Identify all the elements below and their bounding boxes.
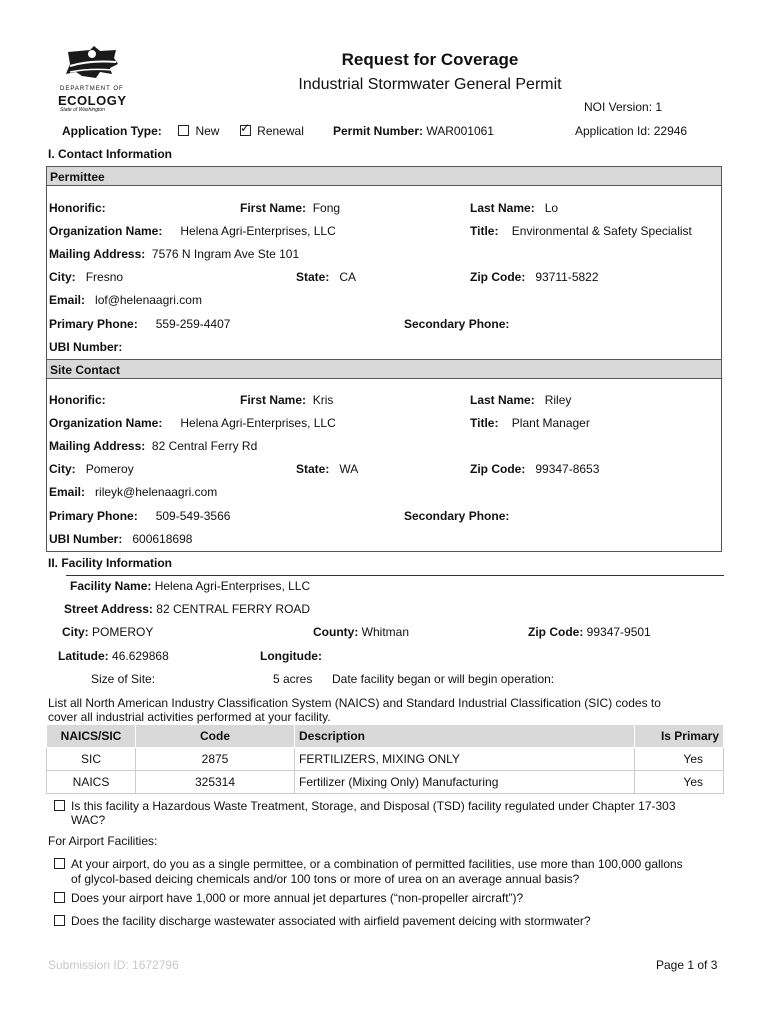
facility-name-value: Helena Agri-Enterprises, LLC xyxy=(154,579,311,593)
first-name-label: First Name: xyxy=(240,393,307,407)
title-value: Environmental & Safety Specialist xyxy=(511,224,692,238)
ubi-label: UBI Number: xyxy=(49,532,123,546)
city-value: Pomeroy xyxy=(85,462,134,476)
cell-code: 2875 xyxy=(136,748,295,771)
cell-primary: Yes xyxy=(635,771,724,794)
site-state xyxy=(296,462,358,476)
email-value: lof@helenaagri.com xyxy=(95,293,202,307)
last-name-value: Lo xyxy=(544,201,559,215)
tsd-question-line2: WAC? xyxy=(71,813,106,827)
col-code: Code xyxy=(136,725,295,748)
mailing-label: Mailing Address: xyxy=(49,439,146,453)
longitude-label: Longitude: xyxy=(260,649,322,663)
page-number: Page 1 of 3 xyxy=(656,958,718,972)
last-name-label: Last Name: xyxy=(470,393,535,407)
facility-longitude xyxy=(260,649,322,663)
airport-question-3 xyxy=(54,914,591,928)
permittee-mailing xyxy=(49,247,299,261)
table-row xyxy=(47,748,724,771)
zip-label: Zip Code: xyxy=(528,625,584,639)
phone-value: 509-549-3566 xyxy=(155,509,231,523)
site-honorific xyxy=(49,393,106,407)
permittee-zip xyxy=(470,270,599,284)
table-row xyxy=(47,771,724,794)
last-name-value: Riley xyxy=(544,393,572,407)
facility-size-label: Size of Site: xyxy=(91,672,156,686)
mailing-value: 82 Central Ferry Rd xyxy=(151,439,258,453)
airport-question-2 xyxy=(54,891,523,905)
phone-label: Primary Phone: xyxy=(49,317,138,331)
email-label: Email: xyxy=(49,485,86,499)
org-label: Organization Name: xyxy=(49,224,163,238)
permit-number xyxy=(333,124,494,138)
mailing-label: Mailing Address: xyxy=(49,247,146,261)
tsd-checkbox[interactable] xyxy=(54,800,65,811)
zip-label: Zip Code: xyxy=(470,270,526,284)
facility-size-value: 5 acres xyxy=(273,672,313,686)
permittee-bar-label: Permittee xyxy=(50,170,105,184)
permit-number-value: WAR001061 xyxy=(426,124,494,138)
honorific-label: Honorific: xyxy=(49,201,106,215)
secondary-phone-label: Secondary Phone: xyxy=(404,317,510,331)
permit-number-label: Permit Number: xyxy=(333,124,424,138)
permittee-bar xyxy=(46,166,722,186)
facility-city xyxy=(62,625,153,639)
permittee-city xyxy=(49,270,123,284)
state-value: CA xyxy=(339,270,357,284)
permittee-org xyxy=(49,224,336,238)
email-value: rileyk@helenaagri.com xyxy=(95,485,218,499)
cell-description: FERTILIZERS, MIXING ONLY xyxy=(295,748,635,771)
col-is-primary: Is Primary xyxy=(635,725,724,748)
site-contact-bar-label: Site Contact xyxy=(50,363,121,377)
naics-header-row xyxy=(47,725,724,748)
site-org xyxy=(49,416,336,430)
permittee-title xyxy=(470,224,692,238)
cell-code: 325314 xyxy=(136,771,295,794)
zip-value: 99347-9501 xyxy=(586,625,651,639)
permittee-secondary-phone xyxy=(404,317,509,331)
naics-table xyxy=(46,724,724,794)
first-name-value: Fong xyxy=(312,201,341,215)
phone-label: Primary Phone: xyxy=(49,509,138,523)
cell-type: NAICS xyxy=(47,771,136,794)
mailing-value: 7576 N Ingram Ave Ste 101 xyxy=(151,247,300,261)
phone-value: 559-259-4407 xyxy=(155,317,231,331)
title-label: Title: xyxy=(470,224,499,238)
city-label: City: xyxy=(62,625,89,639)
permittee-phone xyxy=(49,317,230,331)
site-last-name xyxy=(470,393,571,407)
site-ubi xyxy=(49,532,192,546)
zip-value: 99347-8653 xyxy=(535,462,600,476)
site-phone xyxy=(49,509,230,523)
county-value: Whitman xyxy=(361,625,410,639)
facility-divider xyxy=(66,575,724,576)
facility-name xyxy=(70,579,310,593)
permittee-first-name xyxy=(240,201,340,215)
permittee-email xyxy=(49,293,202,307)
cell-description: Fertilizer (Mixing Only) Manufacturing xyxy=(295,771,635,794)
title-value: Plant Manager xyxy=(511,416,590,430)
email-label: Email: xyxy=(49,293,86,307)
latitude-value: 46.629868 xyxy=(112,649,169,663)
site-secondary-phone xyxy=(404,509,509,523)
permittee-state xyxy=(296,270,356,284)
permittee-ubi xyxy=(49,340,129,354)
contact-info-heading: I. Contact Information xyxy=(48,147,172,161)
new-label: New xyxy=(195,124,220,138)
site-email xyxy=(49,485,217,499)
new-checkbox[interactable] xyxy=(178,125,189,136)
ubi-value: 600618698 xyxy=(132,532,193,546)
tsd-question-text: Is this facility a Hazardous Waste Treatment, Storage, and Disposal (TSD) facility regulated under Chapter 17-303 xyxy=(71,799,676,813)
cell-primary: Yes xyxy=(635,748,724,771)
cell-type: SIC xyxy=(47,748,136,771)
airport-q1-text: At your airport, do you as a single permittee, or a combination of permitted facilities, use more than 100,000 gallons xyxy=(71,857,683,871)
page-subtitle: Industrial Stormwater General Permit xyxy=(298,76,562,93)
naics-intro-line2: cover all industrial activities performed at your facility. xyxy=(48,710,331,724)
airport-label: For Airport Facilities: xyxy=(48,834,158,848)
site-first-name xyxy=(240,393,333,407)
latitude-label: Latitude: xyxy=(58,649,109,663)
site-title xyxy=(470,416,590,430)
facility-latitude xyxy=(58,649,169,663)
org-label: Organization Name: xyxy=(49,416,163,430)
facility-name-label: Facility Name: xyxy=(70,579,152,593)
site-contact-section xyxy=(46,359,722,552)
zip-label: Zip Code: xyxy=(470,462,526,476)
city-value: POMEROY xyxy=(92,625,154,639)
airport-q3-text: Does the facility discharge wastewater associated with airfield pavement deicing with stormwater? xyxy=(71,914,591,928)
naics-intro-line1: List all North American Industry Classification System (NAICS) and Standard Industrial Classification (SIC) codes to xyxy=(48,696,661,710)
col-naics-sic: NAICS/SIC xyxy=(47,725,136,748)
site-zip xyxy=(470,462,599,476)
title-label: Title: xyxy=(470,416,499,430)
facility-zip xyxy=(528,625,651,639)
airport-q1-checkbox[interactable] xyxy=(54,858,65,869)
noi-version: NOI Version: 1 xyxy=(584,100,663,114)
tsd-question xyxy=(54,799,676,813)
state-label: State: xyxy=(296,462,330,476)
facility-info-heading: II. Facility Information xyxy=(48,556,173,570)
application-id: Application Id: 22946 xyxy=(575,124,688,138)
logo-text-state: State of Washington xyxy=(60,107,105,113)
city-value: Fresno xyxy=(85,270,124,284)
county-label: County: xyxy=(313,625,359,639)
airport-q2-checkbox[interactable] xyxy=(54,892,65,903)
airport-q2-text: Does your airport have 1,000 or more annual jet departures (“non-propeller aircraft”)? xyxy=(71,891,524,905)
facility-county xyxy=(313,625,409,639)
logo-text-dept: DEPARTMENT OF xyxy=(60,86,124,92)
facility-date-label: Date facility began or will begin operation: xyxy=(332,672,555,686)
airport-q3-checkbox[interactable] xyxy=(54,915,65,926)
site-contact-bar xyxy=(46,359,722,379)
application-type-row xyxy=(62,124,304,138)
secondary-phone-label: Secondary Phone: xyxy=(404,509,510,523)
site-mailing xyxy=(49,439,257,453)
state-label: State: xyxy=(296,270,330,284)
street-label: Street Address: xyxy=(64,602,153,616)
facility-street xyxy=(64,602,310,616)
logo-text-ecology: ECOLOGY xyxy=(58,93,127,108)
ubi-label: UBI Number: xyxy=(49,340,123,354)
last-name-label: Last Name: xyxy=(470,201,535,215)
state-value: WA xyxy=(339,462,359,476)
airport-question-1 xyxy=(54,857,683,871)
org-value: Helena Agri-Enterprises, LLC xyxy=(180,224,336,238)
honorific-label: Honorific: xyxy=(49,393,106,407)
submission-id: Submission ID: 1672796 xyxy=(48,958,179,972)
permittee-last-name xyxy=(470,201,558,215)
org-value: Helena Agri-Enterprises, LLC xyxy=(180,416,336,430)
city-label: City: xyxy=(49,462,76,476)
application-type-label: Application Type: xyxy=(62,124,162,138)
airport-question-1-line2: of glycol-based deicing chemicals and/or 100 tons or more of urea on an average annual basis? xyxy=(71,872,580,886)
site-city xyxy=(49,462,134,476)
page-title: Request for Coverage xyxy=(341,50,519,69)
renewal-label: Renewal xyxy=(257,124,304,138)
permittee-honorific xyxy=(49,201,106,215)
street-value: 82 CENTRAL FERRY ROAD xyxy=(156,602,311,616)
city-label: City: xyxy=(49,270,76,284)
renewal-checkbox[interactable] xyxy=(240,125,251,136)
first-name-label: First Name: xyxy=(240,201,307,215)
zip-value: 93711-5822 xyxy=(535,270,599,284)
col-description: Description xyxy=(295,725,635,748)
first-name-value: Kris xyxy=(312,393,334,407)
